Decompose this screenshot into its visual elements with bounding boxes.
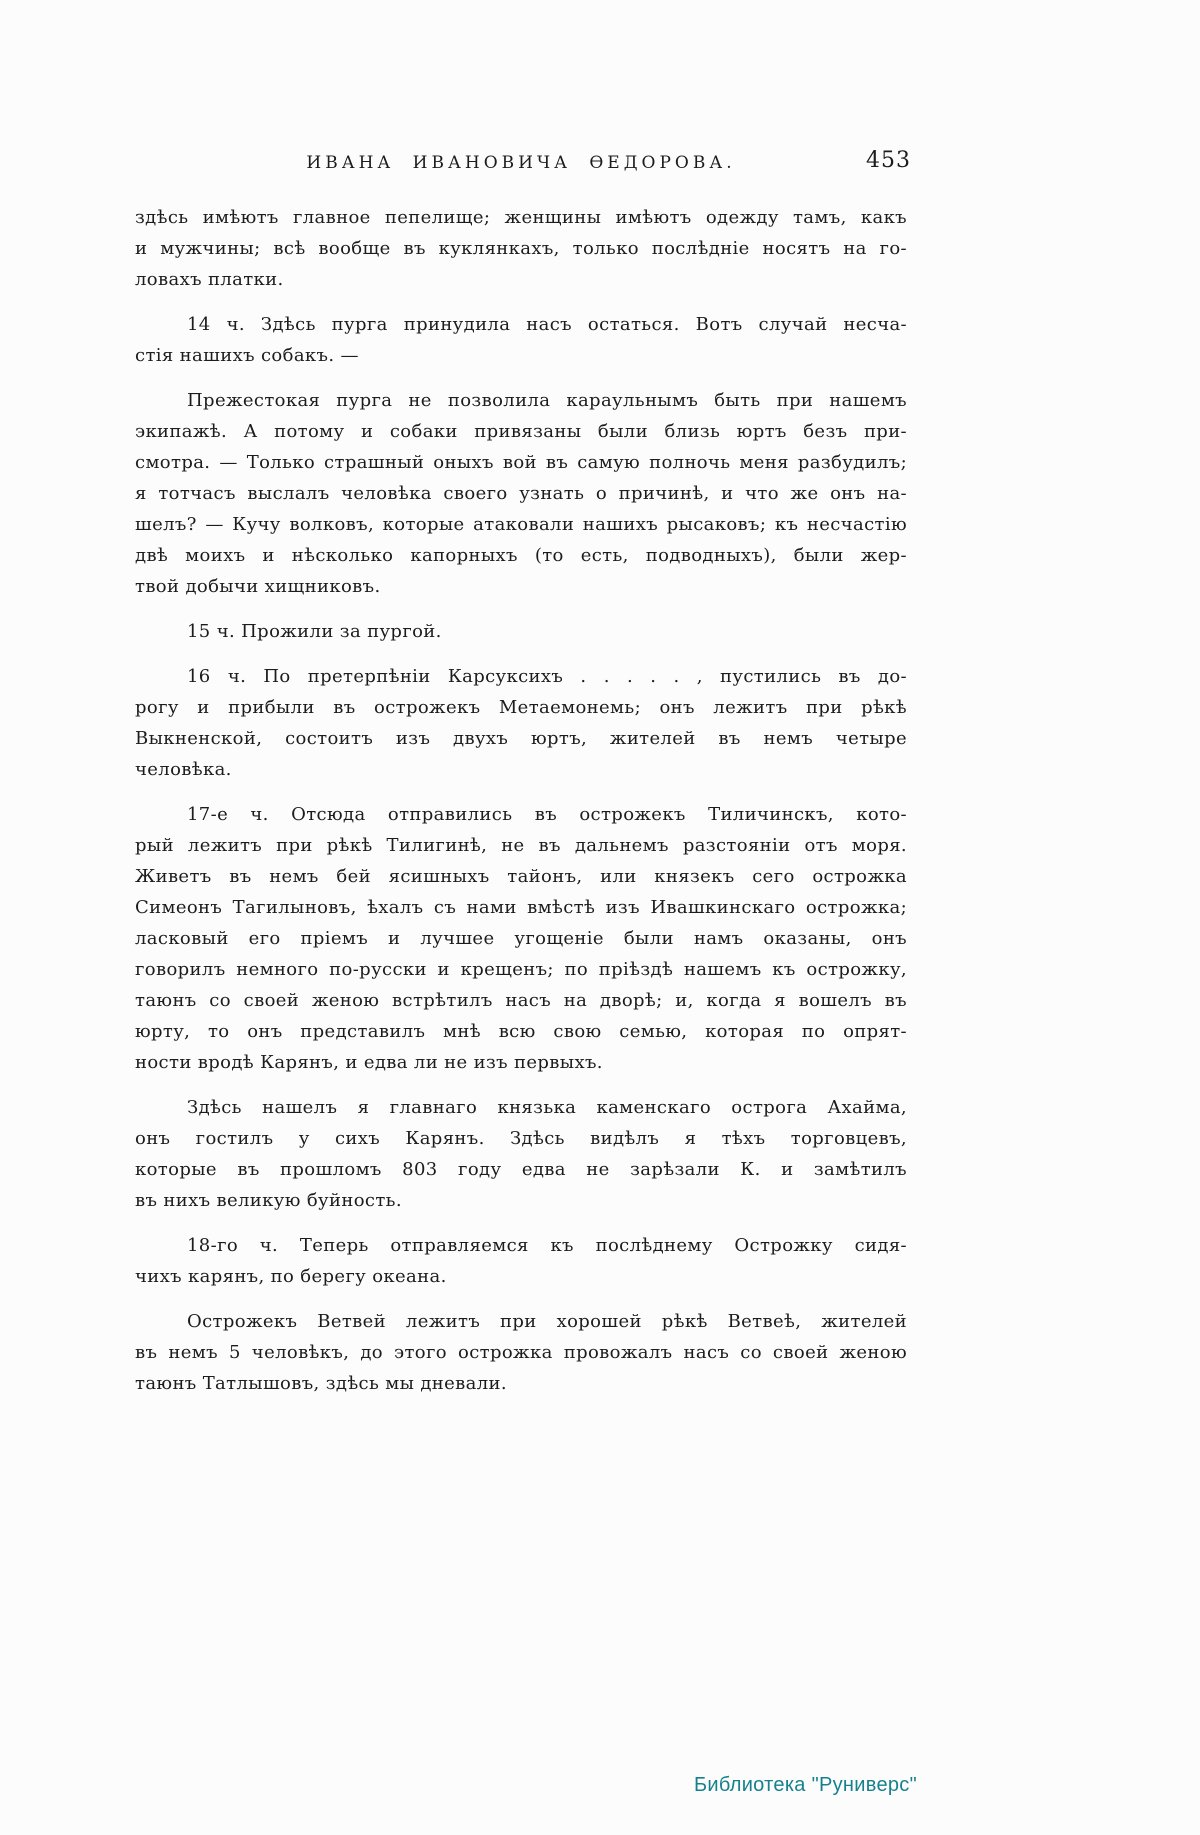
text-line: Симеонъ Тагилыновъ, ѣхалъ съ нами вмѣстѣ изъ Ивашкинскаго острожка; [135, 897, 907, 918]
text-line: твой добычи хищниковъ. [135, 576, 381, 597]
paragraph [135, 1306, 907, 1399]
text-line: чихъ карянъ, по берегу океана. [135, 1266, 447, 1287]
text-line: смотра. — Только страшный оныхъ вой въ самую полночь меня разбудилъ; [135, 452, 907, 473]
text-line: ности вродѣ Карянъ, и едва ли не изъ первыхъ. [135, 1052, 603, 1073]
text-line: 16 ч. По претерпѣніи Карсуксихъ . . . . . , пустились въ до- [187, 666, 907, 687]
text-line: я тотчасъ выслалъ человѣка своего узнать о причинѣ, и что же онъ на- [135, 483, 907, 504]
paragraph [135, 385, 907, 602]
running-title: ИВАНА ИВАНОВИЧА ѲЕДОРОВА. [306, 153, 736, 173]
text-line: 18-го ч. Теперь отправляемся къ послѣднему Острожку сидя- [187, 1235, 907, 1256]
text-line: шелъ? — Кучу волковъ, которые атаковали нашихъ рысаковъ; къ несчастію [135, 514, 907, 535]
paragraph [135, 202, 907, 295]
text-line: рый лежитъ при рѣкѣ Тилигинѣ, не въ дальнемъ разстояніи отъ моря. [135, 835, 907, 856]
text-line: таюнъ Татлышовъ, здѣсь мы дневали. [135, 1373, 507, 1394]
paragraph [135, 309, 907, 371]
page-number: 453 [866, 148, 911, 173]
paragraph [135, 661, 907, 785]
text-line: которые въ прошломъ 803 году едва не зарѣзали К. и замѣтилъ [135, 1159, 907, 1180]
text-line: экипажѣ. А потому и собаки привязаны были близь юртъ безъ при- [135, 421, 907, 442]
text-line: и мужчины; всѣ вообще въ куклянкахъ, только послѣдніе носятъ на го- [135, 238, 907, 259]
text-line: стія нашихъ собакъ. — [135, 345, 359, 366]
page-header [135, 148, 911, 180]
text-line: ловахъ платки. [135, 269, 284, 290]
text-line: человѣка. [135, 759, 232, 780]
paragraph [135, 799, 907, 1078]
text-line: 17-е ч. Отсюда отправились въ острожекъ Тиличинскъ, кото- [187, 804, 907, 825]
text-line: въ немъ 5 человѣкъ, до этого острожка провожалъ насъ со своей женою [135, 1342, 907, 1363]
paragraph [135, 616, 907, 647]
text-line: Выкненской, состоитъ изъ двухъ юртъ, жителей въ немъ четыре [135, 728, 907, 749]
library-watermark: Библиотека "Руниверс" [693, 1774, 917, 1796]
text-line: ласковый его пріемъ и лучшее угощеніе были намъ оказаны, онъ [135, 928, 907, 949]
text-line: Здѣсь нашелъ я главнаго князька каменскаго острога Ахайма, [187, 1097, 907, 1118]
text-line: Острожекъ Ветвей лежитъ при хорошей рѣкѣ Ветвеѣ, жителей [187, 1311, 907, 1332]
text-line: 14 ч. Здѣсь пурга принудила насъ остаться. Вотъ случай несча- [187, 314, 907, 335]
text-line: двѣ моихъ и нѣсколько капорныхъ (то есть, подводныхъ), были жер- [135, 545, 907, 566]
text-line: 15 ч. Прожили за пургой. [187, 621, 442, 642]
text-line: таюнъ со своей женою встрѣтилъ насъ на дворѣ; и, когда я вошелъ въ [135, 990, 907, 1011]
page-column [135, 148, 911, 1413]
text-line: говорилъ немного по-русски и крещенъ; по пріѣздѣ нашемъ къ острожку, [135, 959, 907, 980]
paragraph [135, 1230, 907, 1292]
text-line: въ нихъ великую буйность. [135, 1190, 402, 1211]
text-line: рогу и прибыли въ острожекъ Метаемонемь; онъ лежитъ при рѣкѣ [135, 697, 907, 718]
text-line: Прежестокая пурга не позволила караульнымъ быть при нашемъ [187, 390, 907, 411]
text-line: юрту, то онъ представилъ мнѣ всю свою семью, которая по опрят- [135, 1021, 907, 1042]
text-line: Живетъ въ немъ бей ясишныхъ тайонъ, или князекъ сего острожка [135, 866, 907, 887]
text-line: онъ гостилъ у сихъ Карянъ. Здѣсь видѣлъ я тѣхъ торговцевъ, [135, 1128, 907, 1149]
paragraph [135, 1092, 907, 1216]
text-line: здѣсь имѣютъ главное пепелище; женщины имѣютъ одежду тамъ, какъ [135, 207, 907, 228]
